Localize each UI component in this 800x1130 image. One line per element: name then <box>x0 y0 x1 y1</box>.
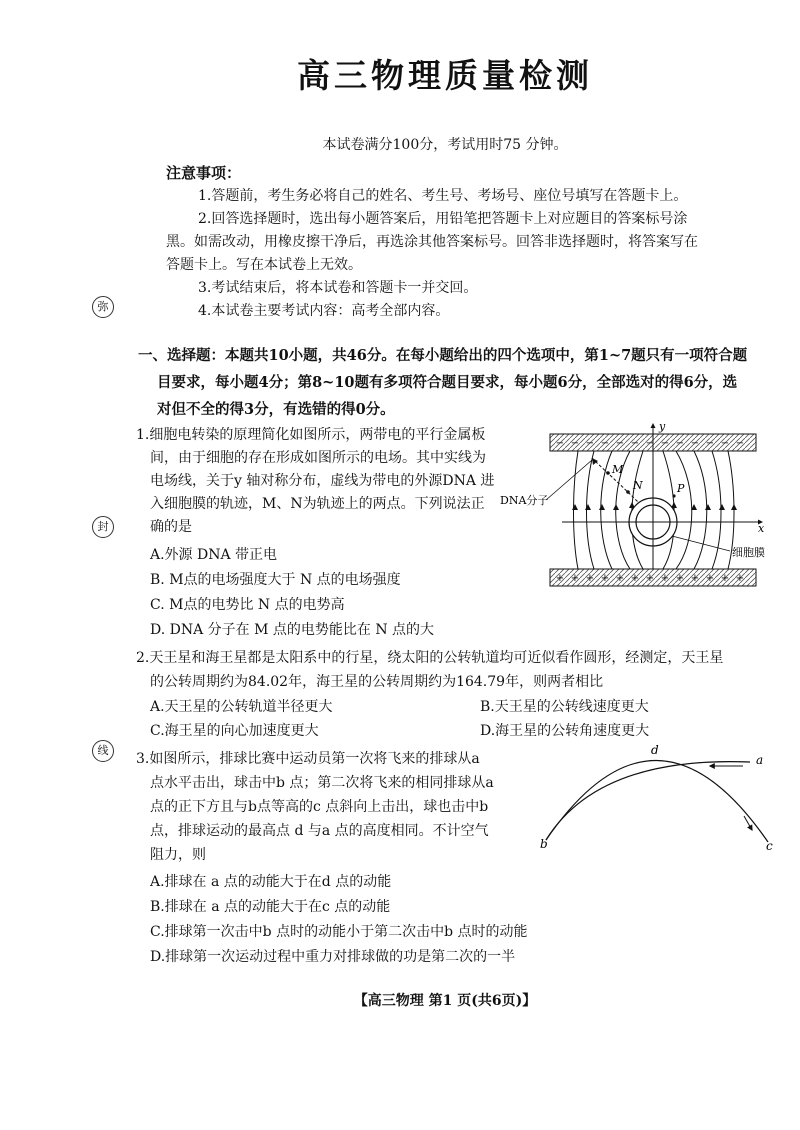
label-p: P <box>677 482 685 495</box>
notice-item-1: 1.答题前，考生务必将自己的姓名、考生号、考场号、座位号填写在答题卡上。 <box>198 188 688 204</box>
point-p <box>672 494 675 497</box>
section-line-2: 目要求，每小题4分；第8~10题有多项符合题目要求，每小题6分，全部选对的得6分，选 <box>157 374 738 391</box>
section-line-1: 一、选择题：本题共10小题，共46分。在每小题给出的四个选项中，第1~7题只有一项符合题 <box>138 347 748 364</box>
q3-stem-2: 点水平击出，球击中b 点；第二次将飞来的相同排球从a <box>150 775 494 791</box>
svg-text:+: + <box>645 573 655 584</box>
notice-item-3: 3.考试结束后，将本试卷和答题卡一并交回。 <box>198 280 478 296</box>
notice-item-4: 4.本试卷主要考试内容：高考全部内容。 <box>198 303 450 319</box>
q2-option-a: A.天王星的公转轨道半径更大 <box>150 699 333 715</box>
svg-text:+: + <box>555 573 565 584</box>
q1-option-a: A.外源 DNA 带正电 <box>150 547 278 563</box>
svg-text:−: − <box>735 438 745 449</box>
q3-stem-3: 点的正下方且与b点等高的c 点斜向上击出，球也击中b <box>150 799 489 815</box>
y-axis-label: y <box>659 420 666 433</box>
svg-text:−: − <box>705 438 715 449</box>
svg-text:+: + <box>675 573 685 584</box>
svg-text:−: − <box>555 438 565 449</box>
notice-item-2-cont2: 答题卡上。写在本试卷上无效。 <box>166 257 362 273</box>
label-c: c <box>766 839 773 853</box>
margin-mark-mi: 弥 <box>92 296 114 318</box>
q1-stem-1: 1.细胞电转染的原理简化如图所示，两带电的平行金属板 <box>136 427 486 443</box>
margin-mark-feng: 封 <box>92 516 114 538</box>
svg-text:−: − <box>630 438 640 449</box>
point-m <box>606 471 610 475</box>
trajectory-second <box>546 760 768 842</box>
svg-text:+: + <box>660 573 670 584</box>
q1-option-c: C. M点的电势比 N 点的电势高 <box>150 597 345 613</box>
svg-text:−: − <box>600 438 610 449</box>
q3-figure <box>538 740 778 858</box>
svg-text:−: − <box>690 438 700 449</box>
q3-option-b: B.排球在 a 点的动能大于在c 点的动能 <box>150 899 391 915</box>
q3-stem-1: 3.如图所示，排球比赛中运动员第一次将飞来的排球从a <box>136 751 480 767</box>
q1-option-d: D. DNA 分子在 M 点的电势能比在 N 点的大 <box>150 622 435 638</box>
q1-stem-3: 电场线，关于y 轴对称分布，虚线为带电的外源DNA 进 <box>150 473 495 489</box>
label-n: N <box>633 479 643 492</box>
svg-text:−: − <box>645 438 655 449</box>
notice-heading: 注意事项： <box>166 164 242 182</box>
svg-text:+: + <box>705 573 715 584</box>
label-b: b <box>540 837 548 851</box>
notice-item-2: 2.回答选择题时，选出每小题答案后，用铅笔把答题卡上对应题目的答案标号涂 <box>198 211 688 227</box>
q3-option-a: A.排球在 a 点的动能大于在d 点的动能 <box>150 874 392 890</box>
svg-text:−: − <box>660 438 670 449</box>
svg-text:+: + <box>720 573 730 584</box>
svg-text:+: + <box>570 573 580 584</box>
svg-text:+: + <box>630 573 640 584</box>
q1-stem-2: 间，由于细胞的存在形成如图所示的电场。其中实线为 <box>150 450 486 466</box>
x-axis-label: x <box>758 522 765 535</box>
q2-stem-1: 2.天王星和海王星都是太阳系中的行星，绕太阳的公转轨道均可近似看作圆形，经测定，天王星 <box>136 650 724 666</box>
svg-text:−: − <box>570 438 580 449</box>
q1-stem-4: 入细胞膜的轨迹，M、N为轨迹上的两点。下列说法正 <box>150 496 485 512</box>
svg-text:+: + <box>615 573 625 584</box>
svg-text:−: − <box>585 438 595 449</box>
q1-stem-5: 确的是 <box>150 519 192 535</box>
margin-mark-xian: 线 <box>92 740 114 762</box>
svg-text:+: + <box>600 573 610 584</box>
label-dna: DNA分子 <box>500 494 549 507</box>
point-n <box>626 490 630 494</box>
svg-text:+: + <box>585 573 595 584</box>
label-d: d <box>651 743 659 757</box>
q2-option-d: D.海王星的公转角速度更大 <box>480 723 650 739</box>
page-footer: 【高三物理 第1 页(共6页)】 <box>353 993 537 1009</box>
q3-stem-5: 阻力，则 <box>150 847 206 863</box>
q1-option-b: B. M点的电场强度大于 N 点的电场强度 <box>150 572 401 588</box>
q2-stem-2: 的公转周期约为84.02年，海王星的公转周期约为164.79年，则两者相比 <box>150 674 604 690</box>
notice-item-2-cont: 黑。如需改动，用橡皮擦干净后，再选涂其他答案标号。回答非选择题时，将答案写在 <box>166 234 698 250</box>
exam-info: 本试卷满分100分，考试用时75 分钟。 <box>322 137 568 153</box>
q3-stem-4: 点，排球运动的最高点 d 与a 点的高度相同。不计空气 <box>150 823 489 839</box>
q3-option-d: D.排球第一次运动过程中重力对排球做的功是第二次的一半 <box>150 949 516 965</box>
svg-text:−: − <box>675 438 685 449</box>
svg-text:+: + <box>690 573 700 584</box>
q3-option-c: C.排球第一次击中b 点时的动能小于第二次击中b 点时的动能 <box>150 924 528 940</box>
page-title: 高三物理质量检测 <box>297 56 593 95</box>
label-a: a <box>756 753 764 767</box>
label-membrane: 细胞膜 <box>732 546 765 559</box>
q1-figure <box>500 418 775 593</box>
svg-text:−: − <box>720 438 730 449</box>
svg-text:−: − <box>615 438 625 449</box>
q2-option-c: C.海王星的向心加速度更大 <box>150 723 319 739</box>
q2-option-b: B.天王星的公转线速度更大 <box>480 699 649 715</box>
section-line-3: 对但不全的得3分，有选错的得0分。 <box>157 401 395 418</box>
trajectory-first <box>546 762 750 840</box>
label-m: M <box>612 463 624 476</box>
svg-text:+: + <box>735 573 745 584</box>
